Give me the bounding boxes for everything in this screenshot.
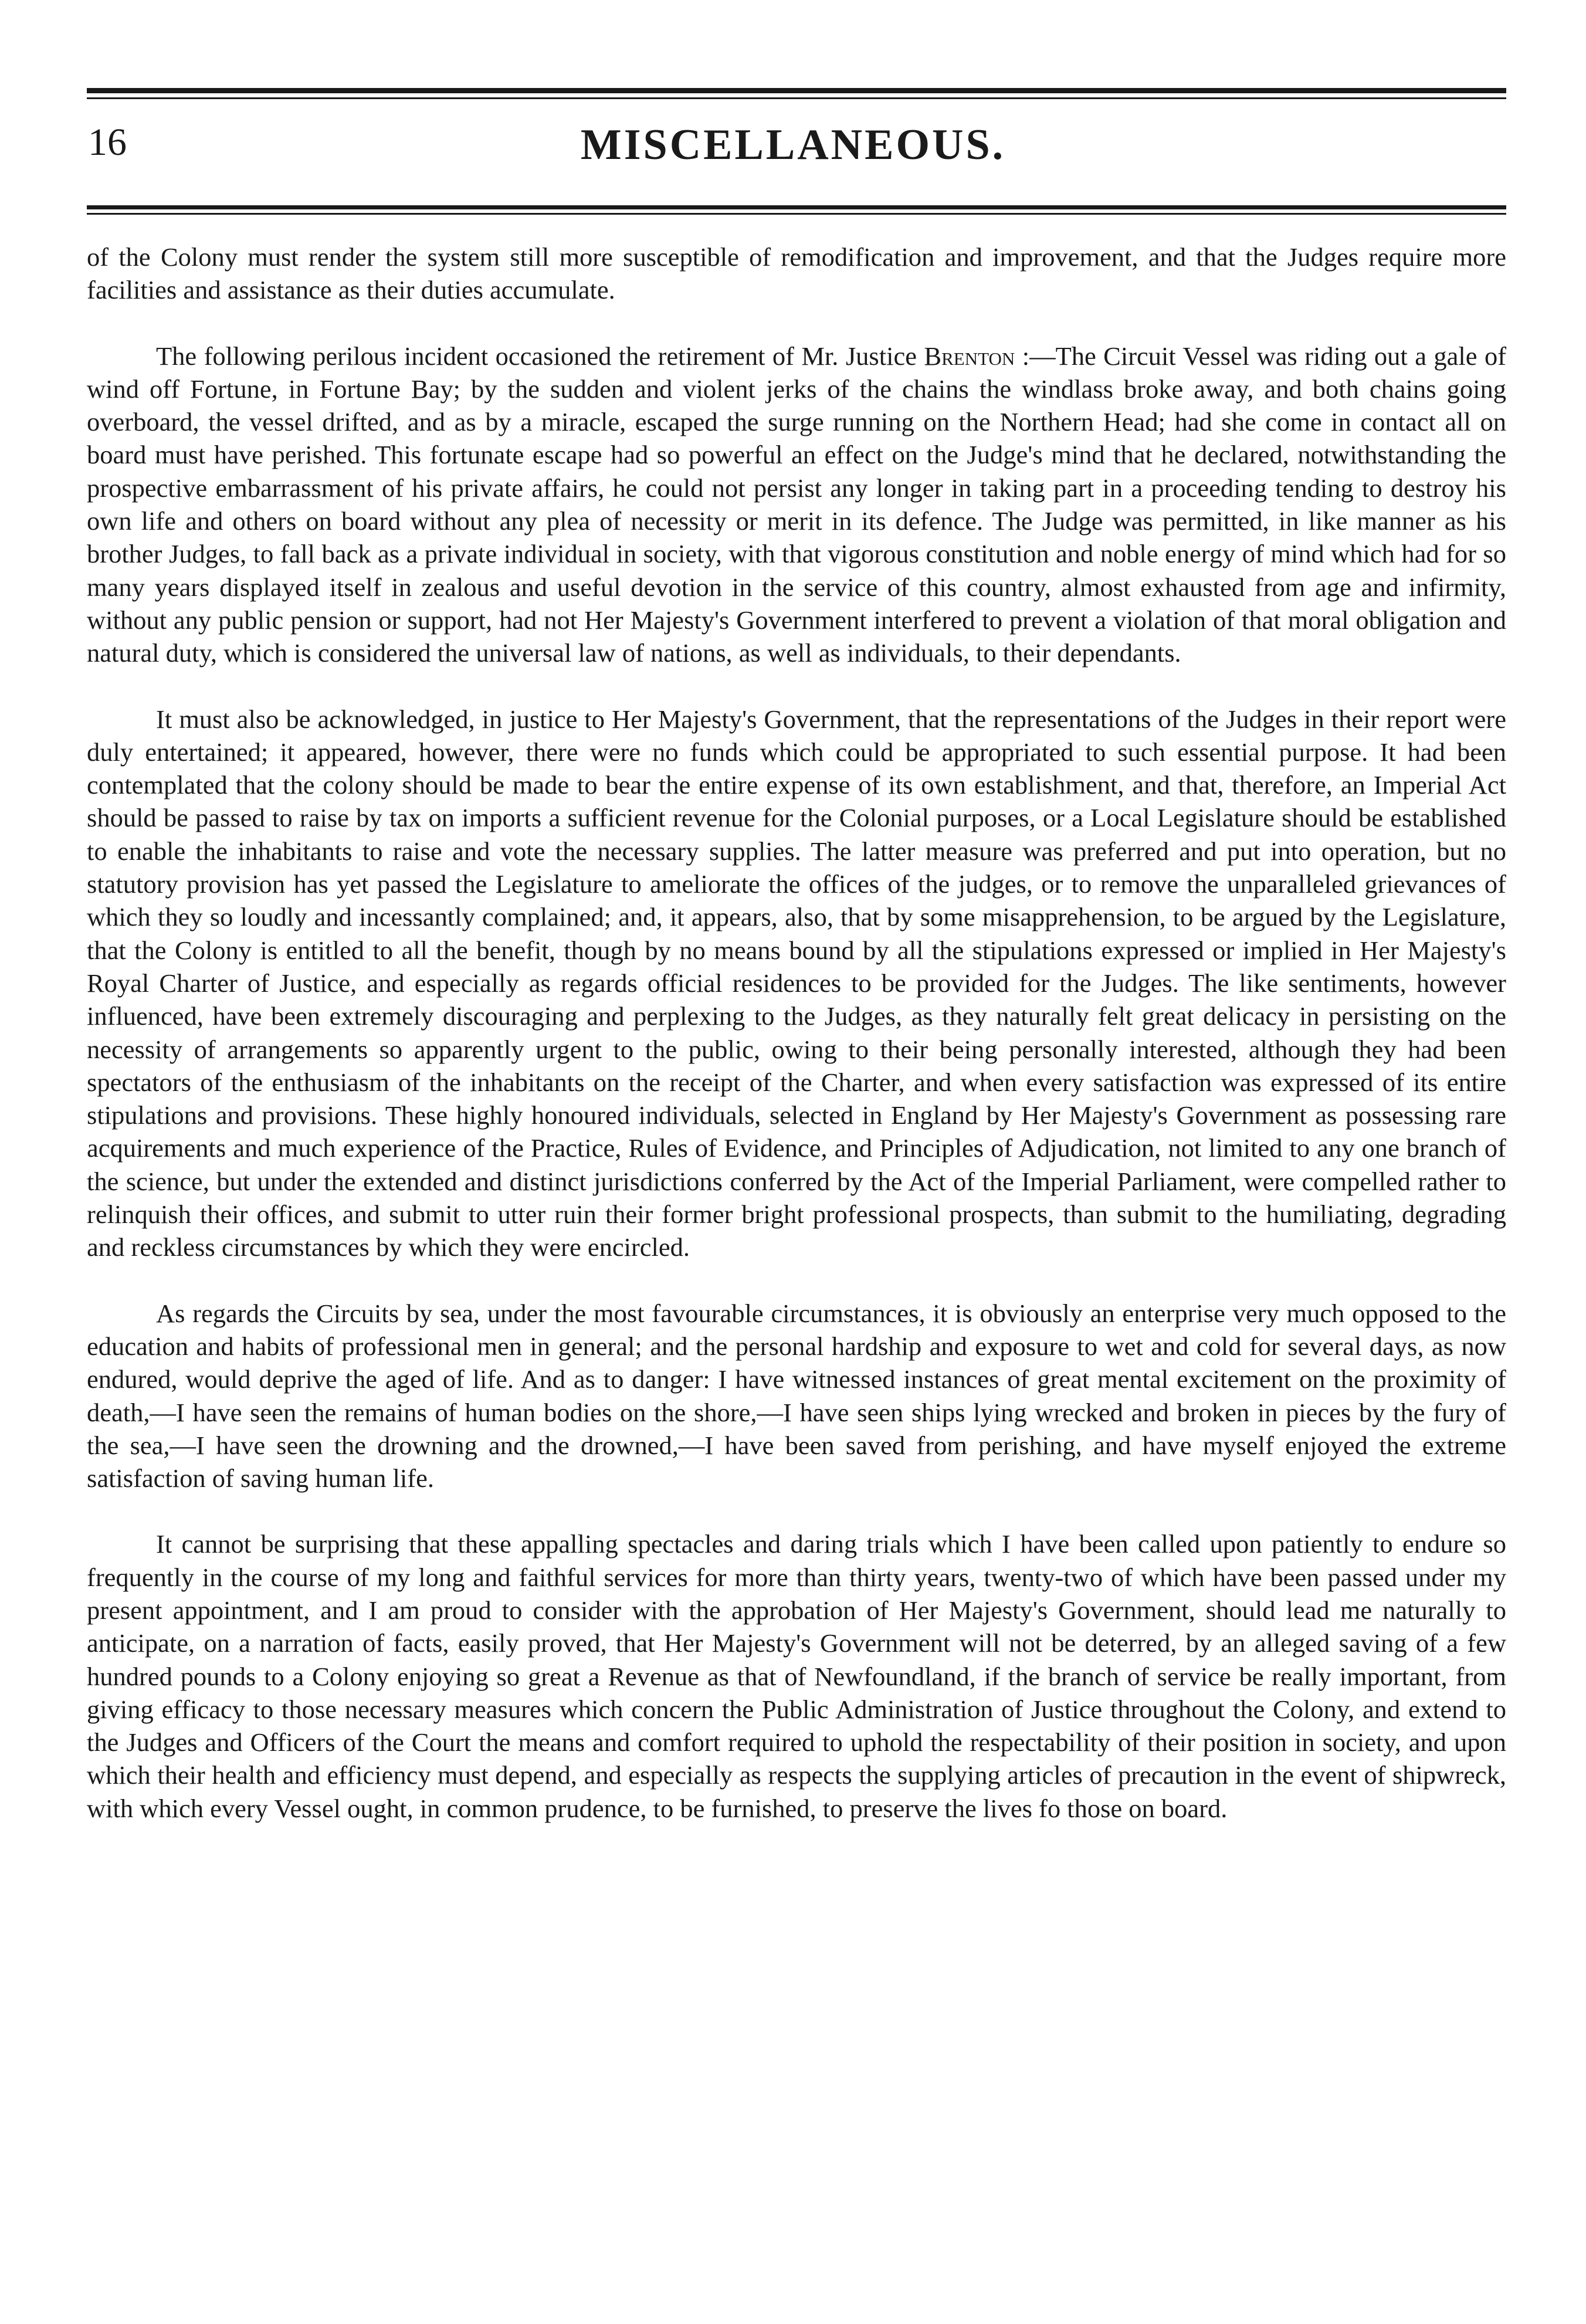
paragraph-continuation: of the Colony must render the system still more susceptible of remodification and improvement, and that the Judges require more facilities and assistance as their duties accumulate. (87, 242, 1506, 305)
paragraph-circuits-by-sea: As regards the Circuits by sea, under the most favourable circumstances, it is obviously an enterprise very much opposed to the education and habits of professional men in general; and the personal hardship and exposure to wet and cold for several days, as now endured, would deprive the aged of life. And as to danger: I have witnessed instances of great mental excitement on the proximity of death,—I have seen the remains of human bodies on the shore,—I have seen ships lying wrecked and broken in pieces by the fury of the sea,—I have seen the drowning and the drowned,—I have been saved from perishing, and have myself enjoyed the extreme satisfaction of saving human life. (87, 1298, 1506, 1493)
running-head: MISCELLANEOUS. (580, 121, 1006, 169)
paragraph-text-before-name: The following perilous incident occasioned the retirement of Mr. Justice (156, 341, 924, 371)
paragraph-text-after-name: :—The Circuit Vessel was riding out a gale of wind off Fortune, in Fortune Bay; by the sudden and violent jerks of the chains the windlass broke away, and both chains going overboard, the vessel drifted, and as by a miracle, escaped the surge running on the Northern Head; had she come in contact all on board must have perished. This fortunate escape had so powerful an effect on the Judge's mind that he declared, notwithstanding the prospective embarrassment of his private affairs, he could not persist any longer in taking part in a proceeding tending to destroy his own life and others on board without any plea of necessity or merit in its defence. The Judge was permitted, in like manner as his brother Judges, to fall back as a private individual in society, with that vigorous constitution and noble energy of mind which had for so many years displayed itself in zealous and useful devotion in the service of this country, almost exhausted from age and infirmity, without any public pension or support, had not Her Majesty's Government interfered to prevent a violation of that moral obligation and natural duty, which is considered the universal law of nations, as well as individuals, to their dependants. (87, 341, 1507, 668)
justice-name: Brenton (924, 341, 1015, 371)
page-number: 16 (88, 121, 127, 164)
header-rule-thick (87, 205, 1506, 209)
header-rule-thin (87, 213, 1506, 215)
paragraph-government-acknowledgement: It must also be acknowledged, in justice to Her Majesty's Government, that the representations of the Judges in their report were duly entertained; it appeared, however, there were no funds which could be appropriated to such essential purpose. It had been contemplated that the colony should be made to bear the entire expense of its own establishment, and that, therefore, an Imperial Act should be passed to raise by tax on imports a sufficient revenue for the Colonial purposes, or a Local Legislature should be established to enable the inhabitants to raise and vote the necessary supplies. The latter measure was preferred and put into operation, but no statutory provision has yet passed the Legislature to ameliorate the offices of the judges, or to remove the unparalleled grievances of which they so loudly and incessantly complained; and, it appears, also, that by some misapprehension, to be argued by the Legislature, that the Colony is entitled to all the benefit, though by no means bound by all the stipulations expressed or implied in Her Majesty's Royal Charter of Justice, and especially as regards official residences to be provided for the Judges. The like sentiments, however influenced, have been extremely discouraging and perplexing to the Judges, as they naturally felt great delicacy in persisting on the necessity of arrangements so apparently urgent to the public, owing to their being personally interested, although they had been spectators of the enthusiasm of the inhabitants on the receipt of the Charter, and when every satisfaction was expressed of its entire stipulations and provisions. These highly honoured individuals, selected in England by Her Majesty's Government as possessing rare acquirements and much experience of the Practice, Rules of Evidence, and Principles of Adjudication, not limited to any one branch of the science, but under the extended and distinct jurisdictions conferred by the Act of the Imperial Parliament, were compelled rather to relinquish their offices, and submit to utter ruin their former bright professional prospects, than submit to the humiliating, degrading and reckless circumstances by which they were encircled. (87, 704, 1506, 1262)
paragraph-brenton-incident (87, 340, 1506, 670)
body-text (87, 240, 1506, 1858)
paragraph-appalling-spectacles: It cannot be surprising that these appalling spectacles and daring trials which I have been called upon patiently to endure so frequently in the course of my long and faithful services for more than thirty years, twenty-two of which have been passed under my present appointment, and I am proud to consider with the approbation of Her Majesty's Government, should lead me naturally to anticipate, on a narration of facts, easily proved, that Her Majesty's Government will not be deterred, by an alleged saving of a few hundred pounds to a Colony enjoying so great a Revenue as that of Newfoundland, if the branch of service be really important, from giving efficacy to those necessary measures which concern the Public Administration of Justice throughout the Colony, and extend to the Judges and Officers of the Court the means and comfort required to uphold the respectability of their position in society, and upon which their health and efficiency must depend, and especially as respects the supplying articles of precaution in the event of shipwreck, with which every Vessel ought, in common prudence, to be furnished, to preserve the lives fo those on board. (87, 1529, 1506, 1823)
top-rule-thick (87, 88, 1506, 93)
top-rule-thin (87, 97, 1506, 99)
